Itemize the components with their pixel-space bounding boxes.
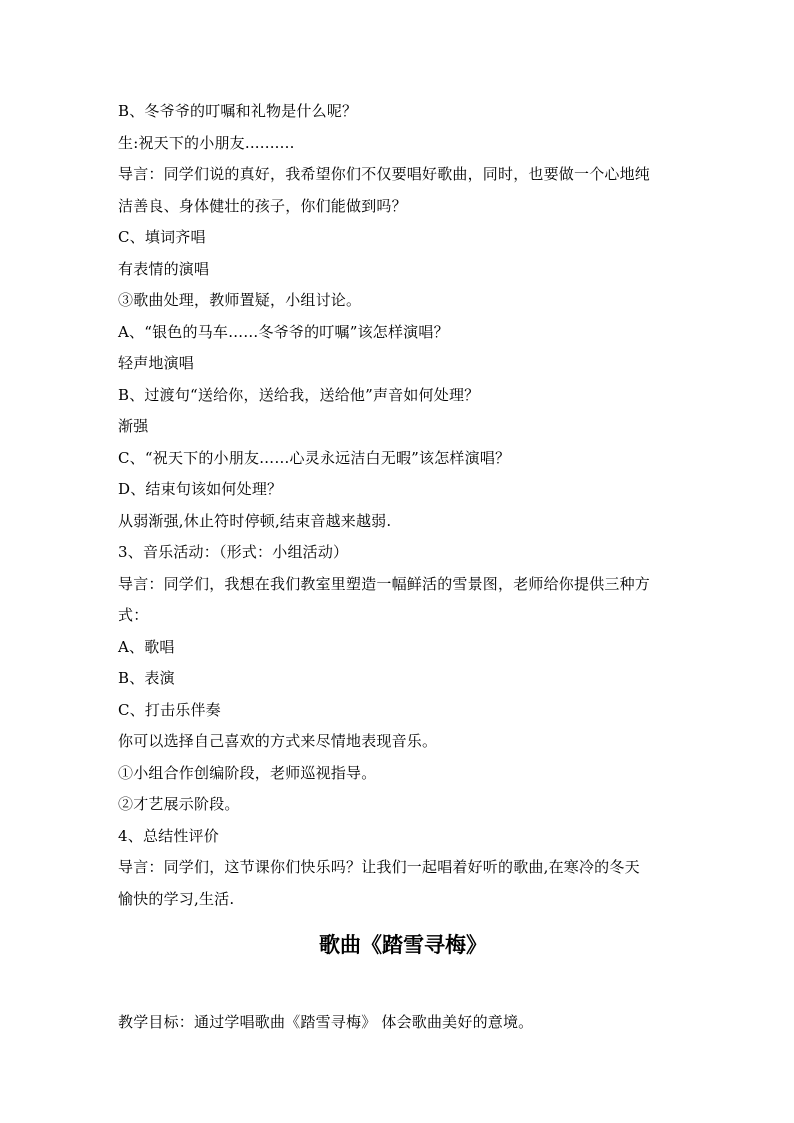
teaching-goal: 教学目标：通过学唱歌曲《踏雪寻梅》 体会歌曲美好的意境。 xyxy=(118,1013,534,1031)
text-line: ①小组合作创编阶段，老师巡视指导。 xyxy=(118,763,377,782)
text-line: 愉快的学习,生活. xyxy=(118,889,235,908)
text-line: B、表演 xyxy=(118,669,175,687)
text-line: ③歌曲处理，教师置疑，小组讨论。 xyxy=(118,291,362,309)
text-line: 生:祝天下的小朋友.......... xyxy=(118,133,295,152)
text-line: C、“祝天下的小朋友……心灵永远洁白无暇”该怎样演唱？ xyxy=(118,448,511,467)
text-line: B、过渡句“送给你，送给我，送给他”声音如何处理？ xyxy=(118,385,480,404)
section-heading: 歌曲《踏雪寻梅》 xyxy=(319,933,487,957)
text-line: C、打击乐伴奏 xyxy=(118,700,221,719)
text-line: 你可以选择自己喜欢的方式来尽情地表现音乐。 xyxy=(118,732,438,750)
text-line: 3、音乐活动：（形式：小组活动） xyxy=(118,543,349,561)
text-line: 导言：同学们，我想在我们教室里塑造一幅鲜活的雪景图，老师给你提供三种方 xyxy=(118,574,651,593)
text-line: D、结束句该如何处理？ xyxy=(118,480,283,498)
text-line: A、歌唱 xyxy=(118,637,175,656)
text-line: A、“银色的马车……冬爷爷的叮嘱”该怎样演唱？ xyxy=(118,322,449,341)
text-line: 有表情的演唱 xyxy=(118,259,210,278)
text-line: 式： xyxy=(118,606,149,624)
text-line: 轻声地演唱 xyxy=(118,354,195,372)
text-line: 渐强 xyxy=(118,417,149,435)
document-body xyxy=(118,96,688,1039)
text-line: C、填词齐唱 xyxy=(118,228,206,246)
text-line: 洁善良、身体健壮的孩子，你们能做到吗？ xyxy=(118,196,407,215)
text-line: B、冬爷爷的叮嘱和礼物是什么呢？ xyxy=(118,102,358,120)
text-line: ②才艺展示阶段。 xyxy=(118,795,240,813)
text-line: 导言：同学们，这节课你们快乐吗？让我们一起唱着好听的歌曲,在寒冷的冬天 xyxy=(118,858,640,876)
text-line: 4、总结性评价 xyxy=(118,826,219,845)
text-line: 从弱渐强,休止符时停顿,结束音越来越弱. xyxy=(118,511,392,530)
text-line: 导言：同学们说的真好，我希望你们不仅要唱好歌曲，同时，也要做一个心地纯 xyxy=(118,165,651,183)
